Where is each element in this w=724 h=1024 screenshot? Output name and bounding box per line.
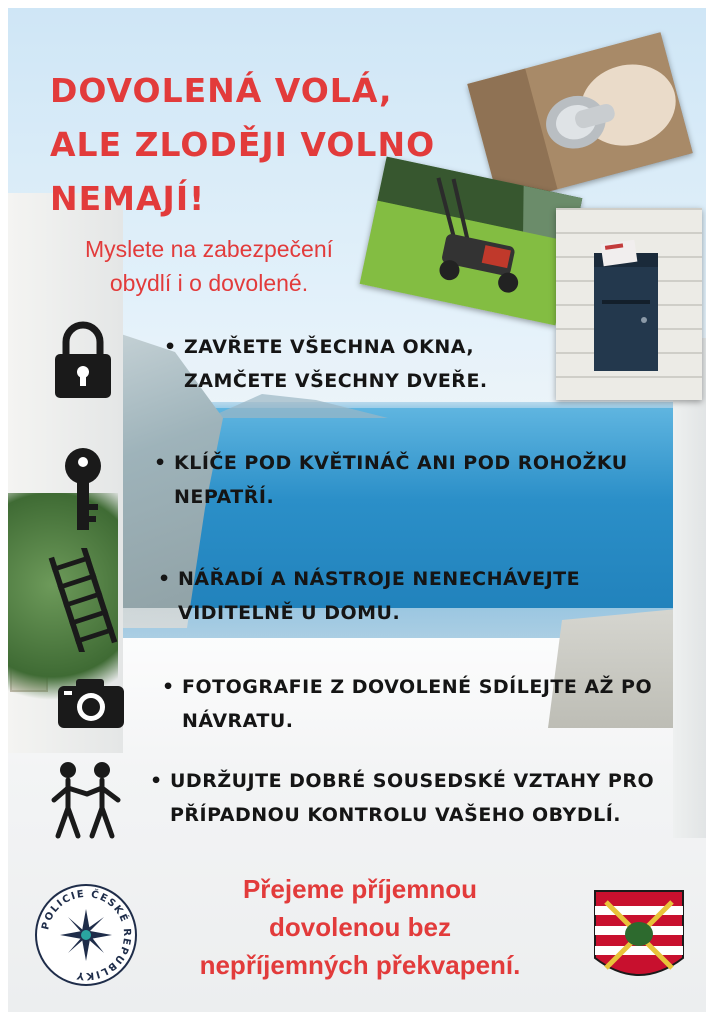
subheadline-line-2: obydlí i o dovolené. (109, 270, 309, 296)
tip-line: PŘÍPADNOU KONTROLU VAŠEHO OBYDLÍ. (170, 804, 621, 826)
closing-line-2: dovolenou bez (269, 912, 451, 942)
key-icon (48, 446, 118, 536)
tip-line: ZAMČETE VŠECHNY DVEŘE. (184, 370, 488, 392)
ladder-icon (48, 548, 118, 652)
subheadline-line-1: Myslete na zabezpečení (84, 236, 334, 262)
tip-line: NEPATŘÍ. (174, 486, 275, 508)
tip-line: • UDRŽUJTE DOBRÉ SOUSEDSKÉ VZTAHY PRO (170, 764, 654, 798)
photo-key-in-lock (467, 32, 693, 205)
headline-line-1: DOVOLENÁ VOLÁ, (50, 71, 393, 110)
headline-line-3: NEMAJÍ! (50, 179, 206, 218)
tip-text (170, 764, 654, 832)
closing-line-3: nepříjemných překvapení. (199, 950, 521, 980)
mailbox-illustration (556, 208, 702, 400)
headline-line-2: ALE ZLODĚJI VOLNO (50, 125, 436, 164)
tip-line: • NÁŘADÍ A NÁSTROJE NENECHÁVEJTE (178, 562, 580, 596)
closing-line-1: Přejeme příjemnou (242, 874, 478, 904)
tip-line: • FOTOGRAFIE Z DOVOLENÉ SDÍLEJTE AŽ PO (182, 670, 652, 704)
neighbors-icon (50, 760, 124, 840)
tip-text (178, 562, 580, 630)
closing-wish (150, 870, 570, 984)
tip-text (182, 670, 652, 738)
tip-line: NÁVRATU. (182, 710, 294, 732)
key-lock-illustration (467, 32, 693, 205)
subheadline (44, 232, 374, 300)
tip-text (184, 330, 488, 398)
poster (8, 8, 706, 1012)
tip-line: VIDITELNĚ U DOMU. (178, 602, 401, 624)
white-pillar (673, 338, 706, 838)
headline (50, 64, 435, 226)
police-logo (34, 883, 138, 987)
tip-line: • KLÍČE POD KVĚTINÁČ ANI POD ROHOŽKU (174, 446, 628, 480)
municipal-crest-icon (592, 888, 686, 988)
padlock-icon (48, 320, 118, 400)
camera-icon (56, 676, 126, 730)
police-logo-text: POLICIE ČESKÉ REPUBLIKY (40, 888, 133, 982)
photo-mailbox (556, 208, 702, 400)
tip-line: • ZAVŘETE VŠECHNA OKNA, (184, 330, 488, 364)
tip-text (174, 446, 628, 514)
